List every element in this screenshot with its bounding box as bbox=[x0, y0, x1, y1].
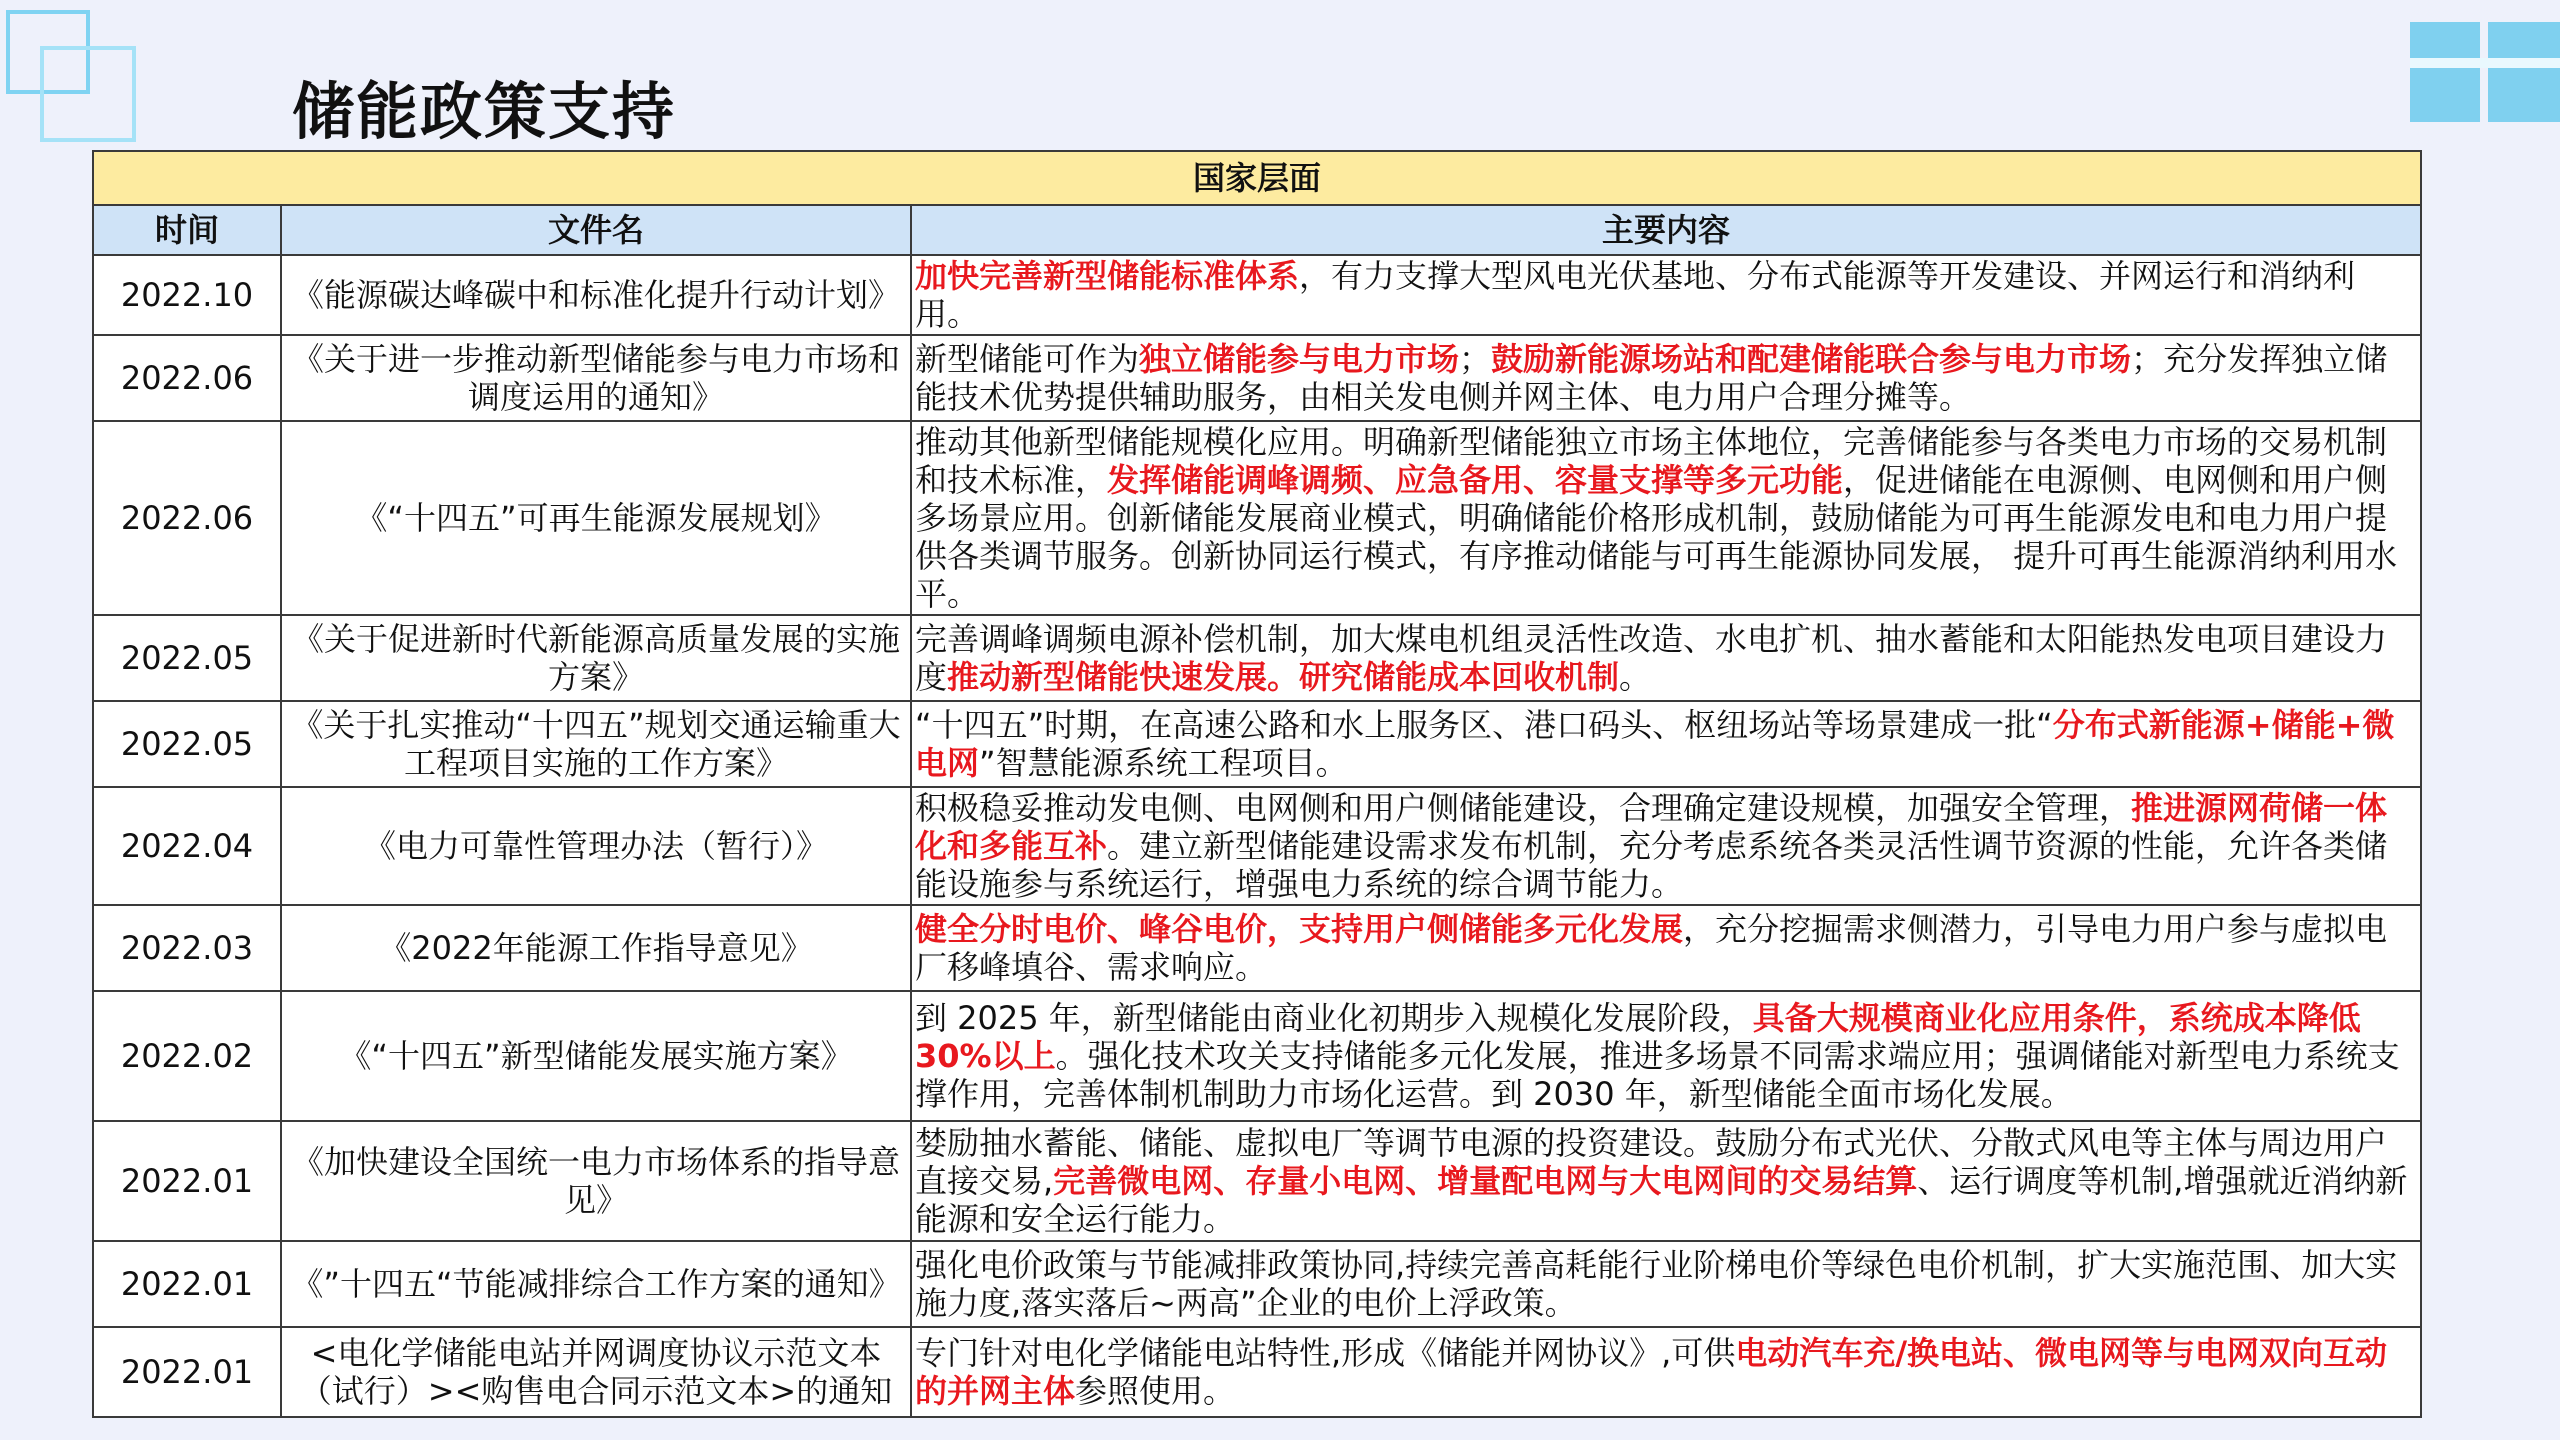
row-document-name: <电化学储能电站并网调度协议示范文本（试行）><购售电合同示范文本>的通知 bbox=[281, 1327, 911, 1417]
row-content bbox=[911, 1121, 2421, 1241]
content-text: ，充分挖掘需求侧潜力，引导电力用户参与虚拟电厂移峰填谷、需求响应。 bbox=[915, 910, 2388, 986]
column-header-content: 主要内容 bbox=[911, 205, 2421, 255]
content-text: 积极稳妥推动发电侧、电网侧和用户侧储能建设，合理确定建设规模，加强安全管理， bbox=[915, 789, 2132, 827]
table-row bbox=[93, 787, 2421, 905]
content-text: 。 bbox=[1619, 658, 1652, 696]
row-content bbox=[911, 991, 2421, 1121]
row-document-name: 《关于扎实推动“十四五”规划交通运输重大工程项目实施的工作方案》 bbox=[281, 701, 911, 787]
content-text: “十四五”时期，在高速公路和水上服务区、港口码头、枢纽场站等场景建成一批“ bbox=[915, 706, 2053, 744]
table-band-header: 国家层面 bbox=[93, 151, 2421, 205]
row-content bbox=[911, 701, 2421, 787]
row-date: 2022.01 bbox=[93, 1121, 281, 1241]
row-content bbox=[911, 421, 2421, 615]
table-row bbox=[93, 905, 2421, 991]
row-content bbox=[911, 615, 2421, 701]
content-highlight: 健全分时电价、峰谷电价，支持用户侧储能多元化发展 bbox=[915, 910, 1684, 948]
content-text: 专门针对电化学储能电站特性,形成《储能并网协议》,可供 bbox=[915, 1334, 1736, 1372]
content-text: ；充分发挥独立储能技术优势提供辅助服务，由相关发电侧并网主体、电力用户合理分摊等。 bbox=[915, 340, 2388, 416]
content-highlight: 推动新型储能快速发展。研究储能成本回收机制 bbox=[947, 658, 1620, 696]
row-document-name: 《“十四五”可再生能源发展规划》 bbox=[281, 421, 911, 615]
content-highlight: 鼓励新能源场站和配建储能联合参与电力市场 bbox=[1491, 340, 2132, 378]
content-highlight: 电动汽车充/换电站、微电网等与电网双向互动的并网主体 bbox=[915, 1334, 2388, 1410]
row-content bbox=[911, 255, 2421, 335]
content-highlight: 推进源网荷储一体化和多能互补 bbox=[915, 789, 2388, 865]
content-text: 到 2025 年，新型储能由商业化初期步入规模化发展阶段， bbox=[915, 999, 1753, 1037]
content-highlight: 加快完善新型储能标准体系 bbox=[915, 257, 1300, 295]
content-text: 新型储能可作为 bbox=[915, 340, 1140, 378]
row-document-name: 《“十四五”新型储能发展实施方案》 bbox=[281, 991, 911, 1121]
row-document-name: 《关于促进新时代新能源高质量发展的实施方案》 bbox=[281, 615, 911, 701]
row-date: 2022.01 bbox=[93, 1327, 281, 1417]
content-text: 。强化技术攻关支持储能多元化发展，推进多场景不同需求端应用；强调储能对新型电力系统支撑作用，完善体制机制助力市场化运营。到 2030 年，新型储能全面市场化发展。 bbox=[915, 1037, 2400, 1113]
table-row bbox=[93, 421, 2421, 615]
table-row bbox=[93, 1121, 2421, 1241]
row-date: 2022.02 bbox=[93, 991, 281, 1121]
content-highlight: 独立储能参与电力市场 bbox=[1139, 340, 1460, 378]
content-text: 。建立新型储能建设需求发布机制，充分考虑系统各类灵活性调节资源的性能，允许各类储能设施参与系统运行，增强电力系统的综合调节能力。 bbox=[915, 827, 2388, 903]
row-document-name: 《加快建设全国统一电力市场体系的指导意见》 bbox=[281, 1121, 911, 1241]
row-date: 2022.05 bbox=[93, 615, 281, 701]
content-text: 婪励抽水蓄能、储能、虚拟电厂等调节电源的投资建设。鼓励分布式光伏、分散式风电等主体与周边用户直接交易, bbox=[915, 1124, 2388, 1200]
column-header-date: 时间 bbox=[93, 205, 281, 255]
row-content bbox=[911, 1327, 2421, 1417]
row-document-name: 《2022年能源工作指导意见》 bbox=[281, 905, 911, 991]
row-document-name: 《关于进一步推动新型储能参与电力市场和调度运用的通知》 bbox=[281, 335, 911, 421]
page-title: 储能政策支持 bbox=[292, 75, 677, 148]
row-date: 2022.03 bbox=[93, 905, 281, 991]
content-highlight: 分布式新能源+储能+微电网 bbox=[915, 706, 2395, 782]
content-text: 推动其他新型储能规模化应用。明确新型储能独立市场主体地位，完善储能参与各类电力市场的交易机制和技术标准， bbox=[915, 423, 2388, 499]
table-row bbox=[93, 1241, 2421, 1327]
table-row bbox=[93, 335, 2421, 421]
row-date: 2022.10 bbox=[93, 255, 281, 335]
row-content bbox=[911, 1241, 2421, 1327]
content-highlight: 具备大规模商业化应用条件，系统成本降低30%以上 bbox=[915, 999, 2361, 1075]
table-row bbox=[93, 615, 2421, 701]
row-content bbox=[911, 335, 2421, 421]
content-text: ”智慧能源系统工程项目。 bbox=[979, 744, 1348, 782]
table-row bbox=[93, 991, 2421, 1121]
policy-table bbox=[92, 150, 2422, 1418]
content-text: ，有力支撑大型风电光伏基地、分布式能源等开发建设、并网运行和消纳利用。 bbox=[915, 257, 2356, 333]
row-date: 2022.05 bbox=[93, 701, 281, 787]
table-row bbox=[93, 255, 2421, 335]
content-text: 、运行调度等机制,增强就近消纳新能源和安全运行能力。 bbox=[915, 1162, 2408, 1238]
table-row bbox=[93, 1327, 2421, 1417]
decor-square-outline bbox=[40, 46, 136, 142]
content-highlight: 发挥储能调峰调频、应急备用、容量支撑等多元功能 bbox=[1107, 461, 1844, 499]
row-date: 2022.04 bbox=[93, 787, 281, 905]
row-document-name: 《能源碳达峰碳中和标准化提升行动计划》 bbox=[281, 255, 911, 335]
row-date: 2022.06 bbox=[93, 421, 281, 615]
column-header-name: 文件名 bbox=[281, 205, 911, 255]
row-date: 2022.01 bbox=[93, 1241, 281, 1327]
content-highlight: 完善微电网、存量小电网、增量配电网与大电网间的交易结算 bbox=[1053, 1162, 1918, 1200]
content-text: 参照使用。 bbox=[1075, 1372, 1236, 1410]
decor-corner-blocks bbox=[2410, 22, 2560, 122]
content-text: 完善调峰调频电源补偿机制，加大煤电机组灵活性改造、水电扩机、抽水蓄能和太阳能热发电项目建设力度 bbox=[915, 620, 2388, 696]
row-date: 2022.06 bbox=[93, 335, 281, 421]
row-content bbox=[911, 905, 2421, 991]
row-content bbox=[911, 787, 2421, 905]
content-text: 强化电价政策与节能减排政策协同,持续完善高耗能行业阶梯电价等绿色电价机制，扩大实施范围、加大实施力度,落实落后~两高”企业的电价上浮政策。 bbox=[915, 1246, 2398, 1322]
row-document-name: 《电力可靠性管理办法（暂行）》 bbox=[281, 787, 911, 905]
table-row bbox=[93, 701, 2421, 787]
content-text: ； bbox=[1459, 340, 1492, 378]
row-document-name: 《”十四五“节能减排综合工作方案的通知》 bbox=[281, 1241, 911, 1327]
content-text: ，促进储能在电源侧、电网侧和用户侧多场景应用。创新储能发展商业模式，明确储能价格形成机制，鼓励储能为可再生能源发电和电力用户提供各类调节服务。创新协同运行模式，有序推动储能与可再生能源协同发展， 提升可再生能源消纳利用水平。 bbox=[915, 461, 2398, 613]
